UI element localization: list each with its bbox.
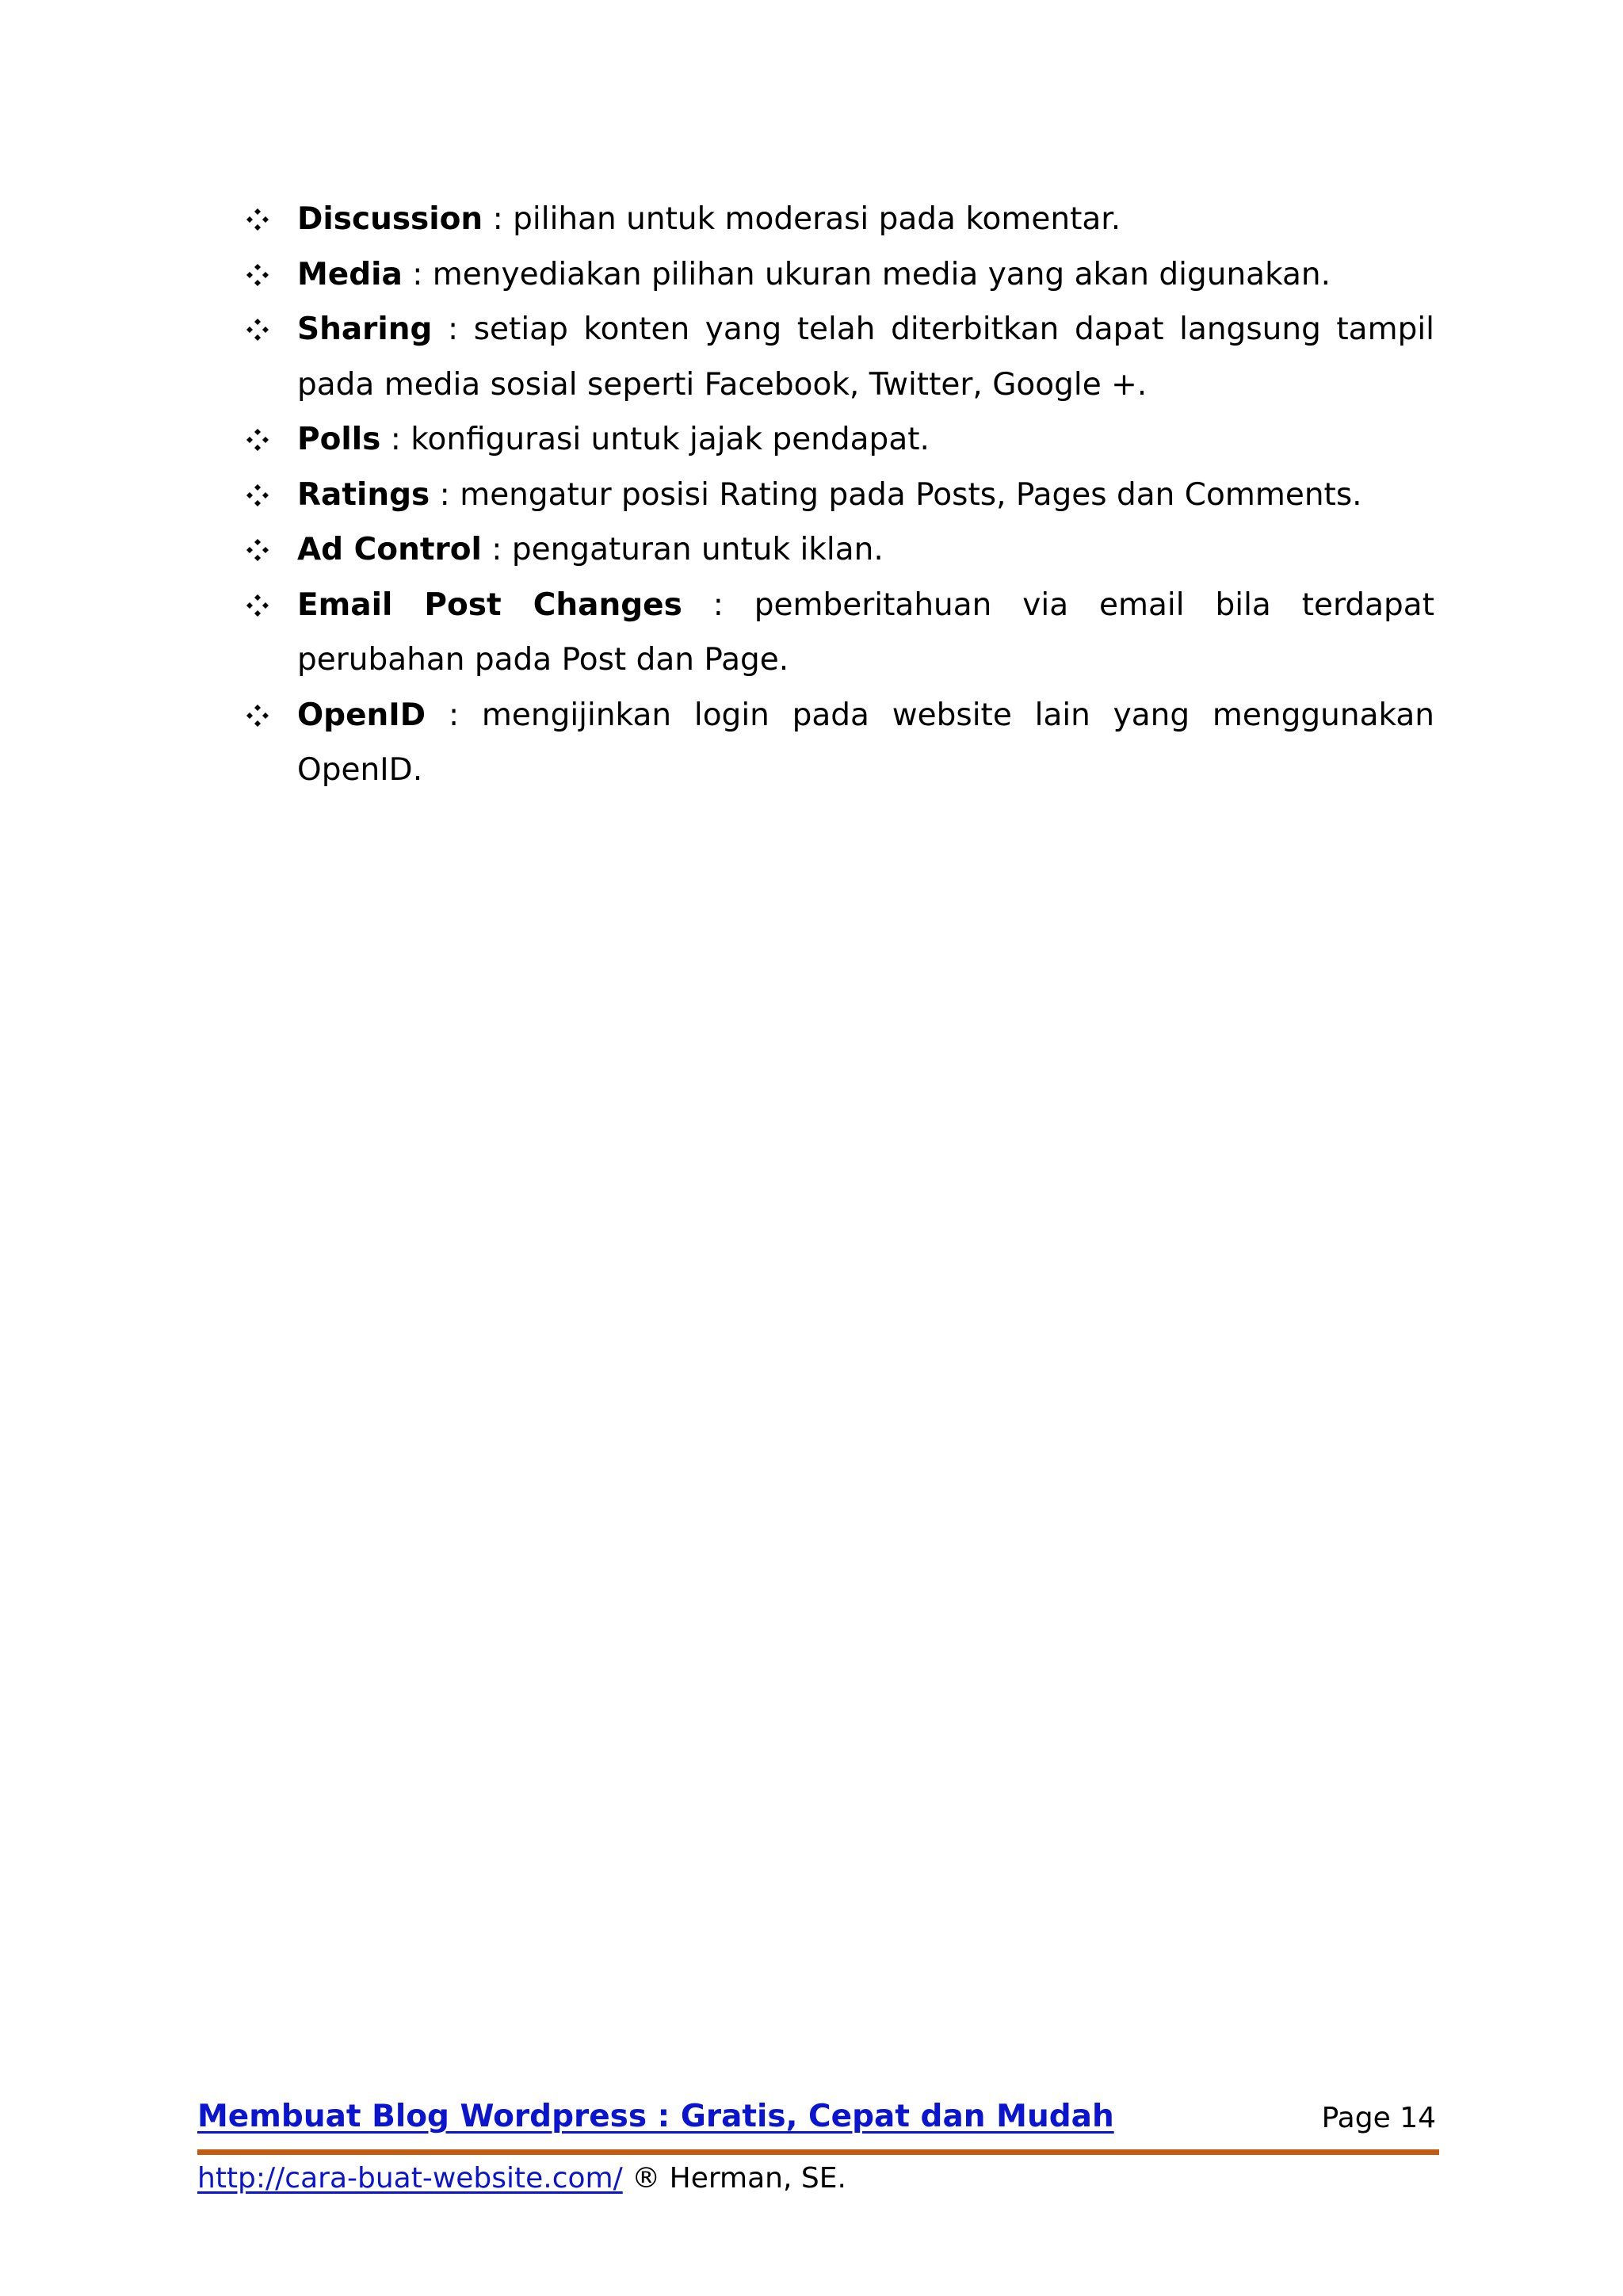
- diamond-bullet-icon: [246, 412, 277, 468]
- list-item-term: Ad Control: [297, 532, 482, 567]
- list-item-term: Email Post Changes: [297, 586, 682, 623]
- list-item-description: : pemberitahuan via email bila terdapat perubahan pada Post dan Page.: [297, 586, 1434, 678]
- list-item-description: : setiap konten yang telah diterbitkan dapat langsung tampil pada media sosial seperti Facebook, Twitter, Google +.: [297, 311, 1434, 403]
- list-item-term: OpenID: [297, 697, 426, 733]
- diamond-bullet-icon: [246, 578, 277, 633]
- list-item-term: Sharing: [297, 311, 433, 347]
- diamond-bullet-icon: [246, 688, 277, 743]
- diamond-bullet-icon: [246, 468, 277, 523]
- list-item: [246, 247, 1434, 303]
- list-item: [246, 522, 1434, 578]
- page-number: Page 14: [1321, 2102, 1436, 2134]
- list-item: [246, 688, 1434, 798]
- list-item-term: Discussion: [297, 201, 483, 237]
- diamond-bullet-icon: [246, 192, 277, 247]
- footer-website-link[interactable]: http://cara-buat-website.com/: [197, 2162, 623, 2195]
- list-item: [246, 302, 1434, 412]
- list-item: [246, 192, 1434, 247]
- list-item: [246, 412, 1434, 468]
- list-item: [246, 468, 1434, 523]
- footer-author: ® Herman, SE.: [622, 2162, 846, 2195]
- footer-book-title[interactable]: Membuat Blog Wordpress : Gratis, Cepat dan Mudah: [197, 2099, 1114, 2134]
- list-item-description: : pilihan untuk moderasi pada komentar.: [483, 201, 1121, 237]
- list-item-description: : menyediakan pilihan ukuran media yang akan digunakan.: [402, 256, 1331, 292]
- list-item-term: Media: [297, 256, 403, 292]
- list-item-description: : konfigurasi untuk jajak pendapat.: [380, 422, 930, 457]
- list-item-description: : pengaturan untuk iklan.: [481, 532, 884, 567]
- footer-divider: [197, 2149, 1439, 2155]
- diamond-bullet-icon: [246, 302, 277, 357]
- list-item-term: Ratings: [297, 476, 430, 513]
- list-item-term: Polls: [297, 422, 381, 457]
- feature-list: [246, 192, 1434, 798]
- list-item-description: : mengatur posisi Rating pada Posts, Pages dan Comments.: [430, 476, 1362, 513]
- list-item-description: : mengijinkan login pada website lain yang menggunakan OpenID.: [297, 697, 1434, 788]
- footer-credit: [197, 2162, 846, 2195]
- diamond-bullet-icon: [246, 247, 277, 303]
- list-item: [246, 578, 1434, 688]
- diamond-bullet-icon: [246, 522, 277, 578]
